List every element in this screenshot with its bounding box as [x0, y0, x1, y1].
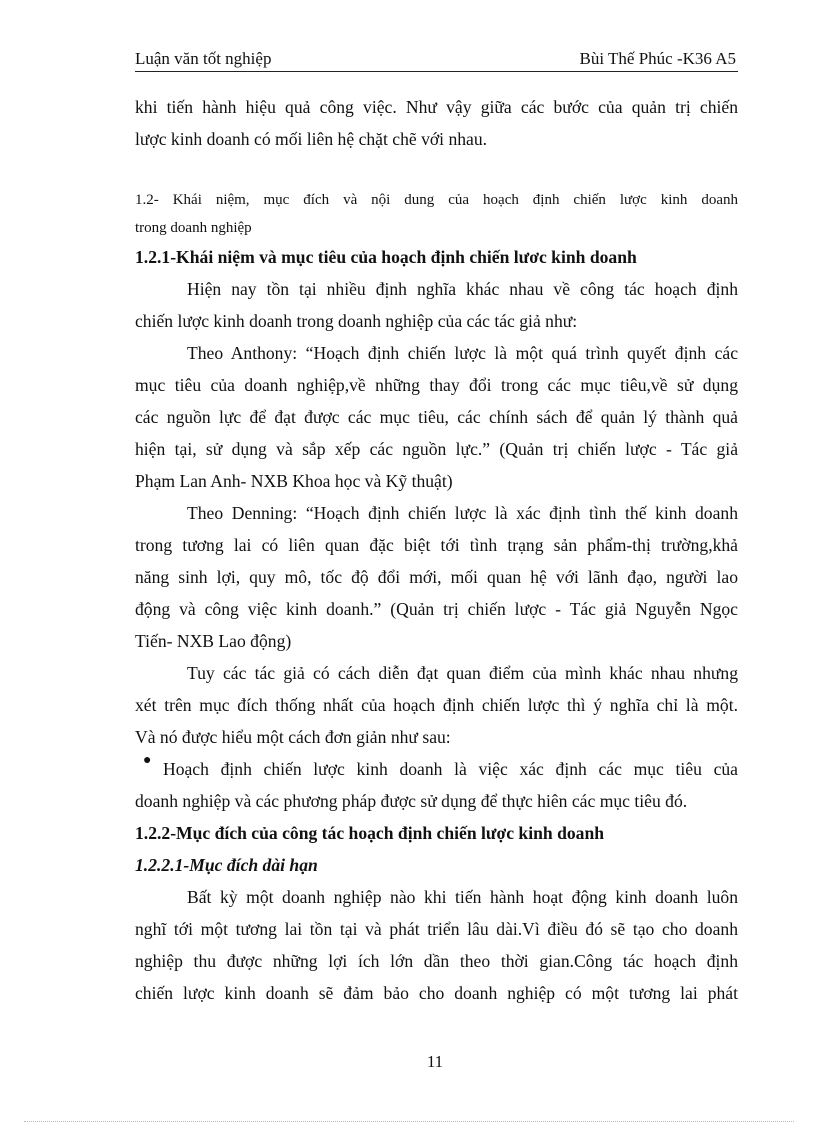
page-bottom-divider — [24, 1121, 794, 1122]
heading-1-2-2: 1.2.2-Mục đích của công tác hoạch định chiến lược kinh doanh — [135, 823, 605, 843]
paragraph-summary — [135, 657, 738, 753]
text-line: Phạm Lan Anh- NXB Khoa học và Kỹ thuật) — [135, 471, 453, 491]
text-line: chiến lược kinh doanh trong doanh nghiệp của các tác giả như: — [135, 311, 578, 331]
text-line: Bất kỳ một doanh nghiệp nào khi tiến hành hoạt động kinh doanh luôn — [187, 887, 738, 907]
paragraph-denning — [135, 497, 738, 657]
text-line: Theo Anthony: “Hoạch định chiến lược là một quá trình quyết định các — [187, 343, 738, 363]
text-line: các nguồn lực để đạt được các mục tiêu, các chính sách để quản lý thành quả — [135, 407, 738, 427]
heading-1-2-1: 1.2.1-Khái niệm và mục tiêu của hoạch định chiến lươc kinh doanh — [135, 247, 637, 267]
text-line: mục tiêu của doanh nghiệp,về những thay đổi trong các mục tiêu,về sử dụng — [135, 375, 738, 395]
text-line: Hiện nay tồn tại nhiều định nghĩa khác nhau về công tác hoạch định — [187, 279, 738, 299]
section-heading-1-2 — [135, 185, 738, 241]
header-left-title: Luận văn tốt nghiệp — [135, 49, 272, 68]
section-line: trong doanh nghiệp — [135, 220, 252, 236]
text-line: động và công việc kinh doanh.” (Quản trị chiến lược - Tác giả Nguyễn Ngọc — [135, 599, 738, 619]
header-right-author: Bùi Thế Phúc -K36 A5 — [579, 49, 736, 68]
bullet-dot-icon: ● — [143, 753, 152, 768]
text-line: năng sinh lợi, quy mô, tốc độ đổi mới, mối quan hệ với lãnh đạo, người lao — [135, 567, 738, 587]
spacer — [135, 155, 738, 185]
paragraph-continuation — [135, 91, 738, 155]
page-body — [135, 91, 738, 1009]
paragraph-anthony — [135, 337, 738, 497]
paragraph-long-term — [135, 881, 738, 1009]
text-line: Và nó được hiểu một cách đơn giản như sau: — [135, 727, 451, 747]
text-line: hiện tại, sử dụng và sắp xếp các nguồn lực.” (Quản trị chiến lược - Tác giả — [135, 439, 738, 459]
page-number: 11 — [426, 1052, 444, 1071]
text-line: lược kinh doanh có mối liên hệ chặt chẽ với nhau. — [135, 129, 488, 149]
text-line: doanh nghiệp và các phương pháp được sử dụng để thực hiên các mục tiêu đó. — [135, 791, 688, 811]
bullet-first-line — [135, 753, 738, 785]
text-line: xét trên mục đích thống nhất của hoạch định chiến lược thì ý nghĩa chỉ là một. — [135, 695, 738, 715]
text-line: nghĩ tới một tương lai tồn tại và phát triển lâu dài.Vì điều đó sẽ tạo cho doanh — [135, 919, 738, 939]
section-line: 1.2- Khái niệm, mục đích và nội dung của hoạch định chiến lược kinh doanh — [135, 192, 738, 208]
text-line: Tiến- NXB Lao động) — [135, 631, 292, 651]
paragraph-definitions-intro — [135, 273, 738, 337]
heading-1-2-2-1: 1.2.2.1-Mục đích dài hạn — [135, 855, 318, 875]
text-line: Hoạch định chiến lược kinh doanh là việc xác định các mục tiêu của — [163, 759, 738, 779]
text-line: Tuy các tác giả có cách diễn đạt quan điểm của mình khác nhau nhưng — [187, 663, 738, 683]
text-line: Theo Denning: “Hoạch định chiến lược là xác định tình thế kinh doanh — [187, 503, 738, 523]
page-header — [135, 49, 738, 72]
text-line: khi tiến hành hiệu quả công việc. Như vậy giữa các bước của quản trị chiến — [135, 97, 738, 117]
text-line: chiến lược kinh doanh sẽ đảm bảo cho doanh nghiệp có một tương lai phát — [135, 983, 738, 1003]
text-line: nghiệp thu được những lợi ích lớn dần theo thời gian.Công tác hoạch định — [135, 951, 738, 971]
bullet-item — [135, 753, 738, 817]
text-line: trong tương lai có liên quan đặc biệt tới tình trạng sản phẩm-thị trường,khả — [135, 535, 738, 555]
